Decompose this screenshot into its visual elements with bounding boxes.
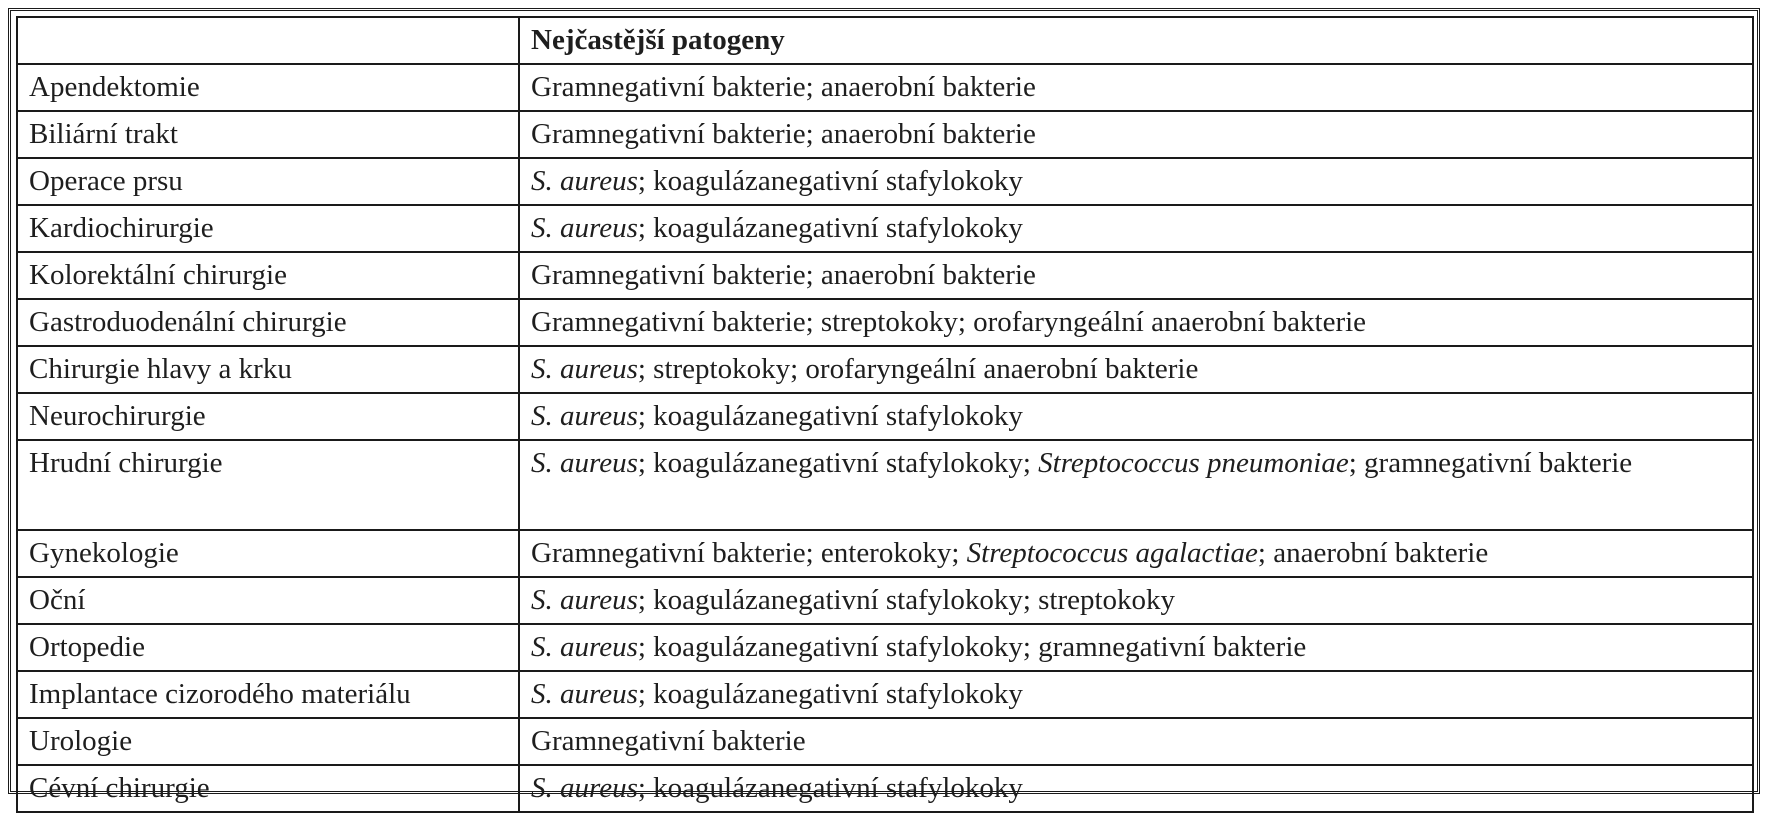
pathogen-text: Gramnegativní bakterie; anaerobní bakterie — [531, 118, 1036, 150]
pathogens-cell — [519, 577, 1753, 624]
pathogen-text: Gramnegativní bakterie; enterokoky; — [531, 537, 967, 569]
procedure-cell: Cévní chirurgie — [17, 765, 519, 812]
header-pathogens: Nejčastější patogeny — [519, 17, 1753, 64]
table-row — [17, 393, 1753, 440]
species-name: Streptococcus agalactiae — [966, 537, 1258, 569]
procedure-cell: Operace prsu — [17, 158, 519, 205]
procedure-cell: Gynekologie — [17, 530, 519, 577]
pathogen-text: ; koagulázanegativní stafylokoky; streptokoky — [637, 584, 1176, 616]
procedure-cell: Neurochirurgie — [17, 393, 519, 440]
table-row — [17, 158, 1753, 205]
pathogens-cell — [519, 111, 1753, 158]
procedure-cell: Implantace cizorodého materiálu — [17, 671, 519, 718]
table-row — [17, 530, 1753, 577]
pathogen-text: Gramnegativní bakterie — [531, 725, 806, 757]
pathogens-cell — [519, 440, 1753, 530]
species-name: S. aureus — [531, 353, 638, 385]
table-body — [17, 64, 1753, 812]
pathogens-cell — [519, 64, 1753, 111]
pathogens-cell — [519, 765, 1753, 812]
pathogens-cell — [519, 299, 1753, 346]
pathogens-cell — [519, 671, 1753, 718]
procedure-cell: Ortopedie — [17, 624, 519, 671]
pathogen-text: ; anaerobní bakterie — [1257, 537, 1489, 569]
table-header-row — [17, 17, 1753, 64]
pathogens-cell — [519, 158, 1753, 205]
pathogens-cell — [519, 346, 1753, 393]
pathogen-text: ; koagulázanegativní stafylokoky — [637, 772, 1023, 804]
table-row — [17, 765, 1753, 812]
pathogen-table — [16, 16, 1754, 813]
species-name: S. aureus — [531, 678, 638, 710]
header-procedure — [17, 17, 519, 64]
table-row — [17, 299, 1753, 346]
pathogen-text: ; koagulázanegativní stafylokoky — [637, 678, 1023, 710]
table-row — [17, 346, 1753, 393]
species-name: S. aureus — [531, 584, 638, 616]
table-row — [17, 440, 1753, 530]
table-row — [17, 252, 1753, 299]
procedure-cell: Chirurgie hlavy a krku — [17, 346, 519, 393]
table-row — [17, 64, 1753, 111]
pathogen-text: Gramnegativní bakterie; anaerobní bakterie — [531, 71, 1036, 103]
table-frame — [8, 8, 1760, 804]
table-row — [17, 671, 1753, 718]
pathogens-cell — [519, 252, 1753, 299]
pathogens-cell — [519, 205, 1753, 252]
procedure-cell: Kolorektální chirurgie — [17, 252, 519, 299]
pathogen-text: ; koagulázanegativní stafylokoky; gramnegativní bakterie — [637, 631, 1307, 663]
procedure-cell: Hrudní chirurgie — [17, 440, 519, 530]
species-name: S. aureus — [531, 165, 638, 197]
pathogen-text: ; koagulázanegativní stafylokoky — [637, 165, 1023, 197]
pathogens-cell — [519, 530, 1753, 577]
table-row — [17, 624, 1753, 671]
pathogen-text: ; koagulázanegativní stafylokoky — [637, 212, 1023, 244]
species-name: S. aureus — [531, 447, 638, 479]
table-row — [17, 718, 1753, 765]
species-name: Streptococcus pneumoniae — [1038, 447, 1349, 479]
pathogen-text: ; gramnegativní bakterie — [1348, 447, 1633, 479]
table-row — [17, 205, 1753, 252]
pathogen-text: Gramnegativní bakterie; streptokoky; orofaryngeální anaerobní bakterie — [531, 306, 1367, 338]
procedure-cell: Urologie — [17, 718, 519, 765]
pathogen-text: ; streptokoky; orofaryngeální anaerobní bakterie — [637, 353, 1199, 385]
pathogen-text: ; koagulázanegativní stafylokoky; — [637, 447, 1039, 479]
table-row — [17, 111, 1753, 158]
species-name: S. aureus — [531, 400, 638, 432]
pathogen-text: Gramnegativní bakterie; anaerobní bakterie — [531, 259, 1036, 291]
species-name: S. aureus — [531, 212, 638, 244]
table-row — [17, 577, 1753, 624]
species-name: S. aureus — [531, 772, 638, 804]
procedure-cell: Apendektomie — [17, 64, 519, 111]
pathogens-cell — [519, 393, 1753, 440]
pathogens-cell — [519, 718, 1753, 765]
procedure-cell: Biliární trakt — [17, 111, 519, 158]
pathogen-text: ; koagulázanegativní stafylokoky — [637, 400, 1023, 432]
species-name: S. aureus — [531, 631, 638, 663]
pathogens-cell — [519, 624, 1753, 671]
procedure-cell: Kardiochirurgie — [17, 205, 519, 252]
procedure-cell: Oční — [17, 577, 519, 624]
procedure-cell: Gastroduodenální chirurgie — [17, 299, 519, 346]
